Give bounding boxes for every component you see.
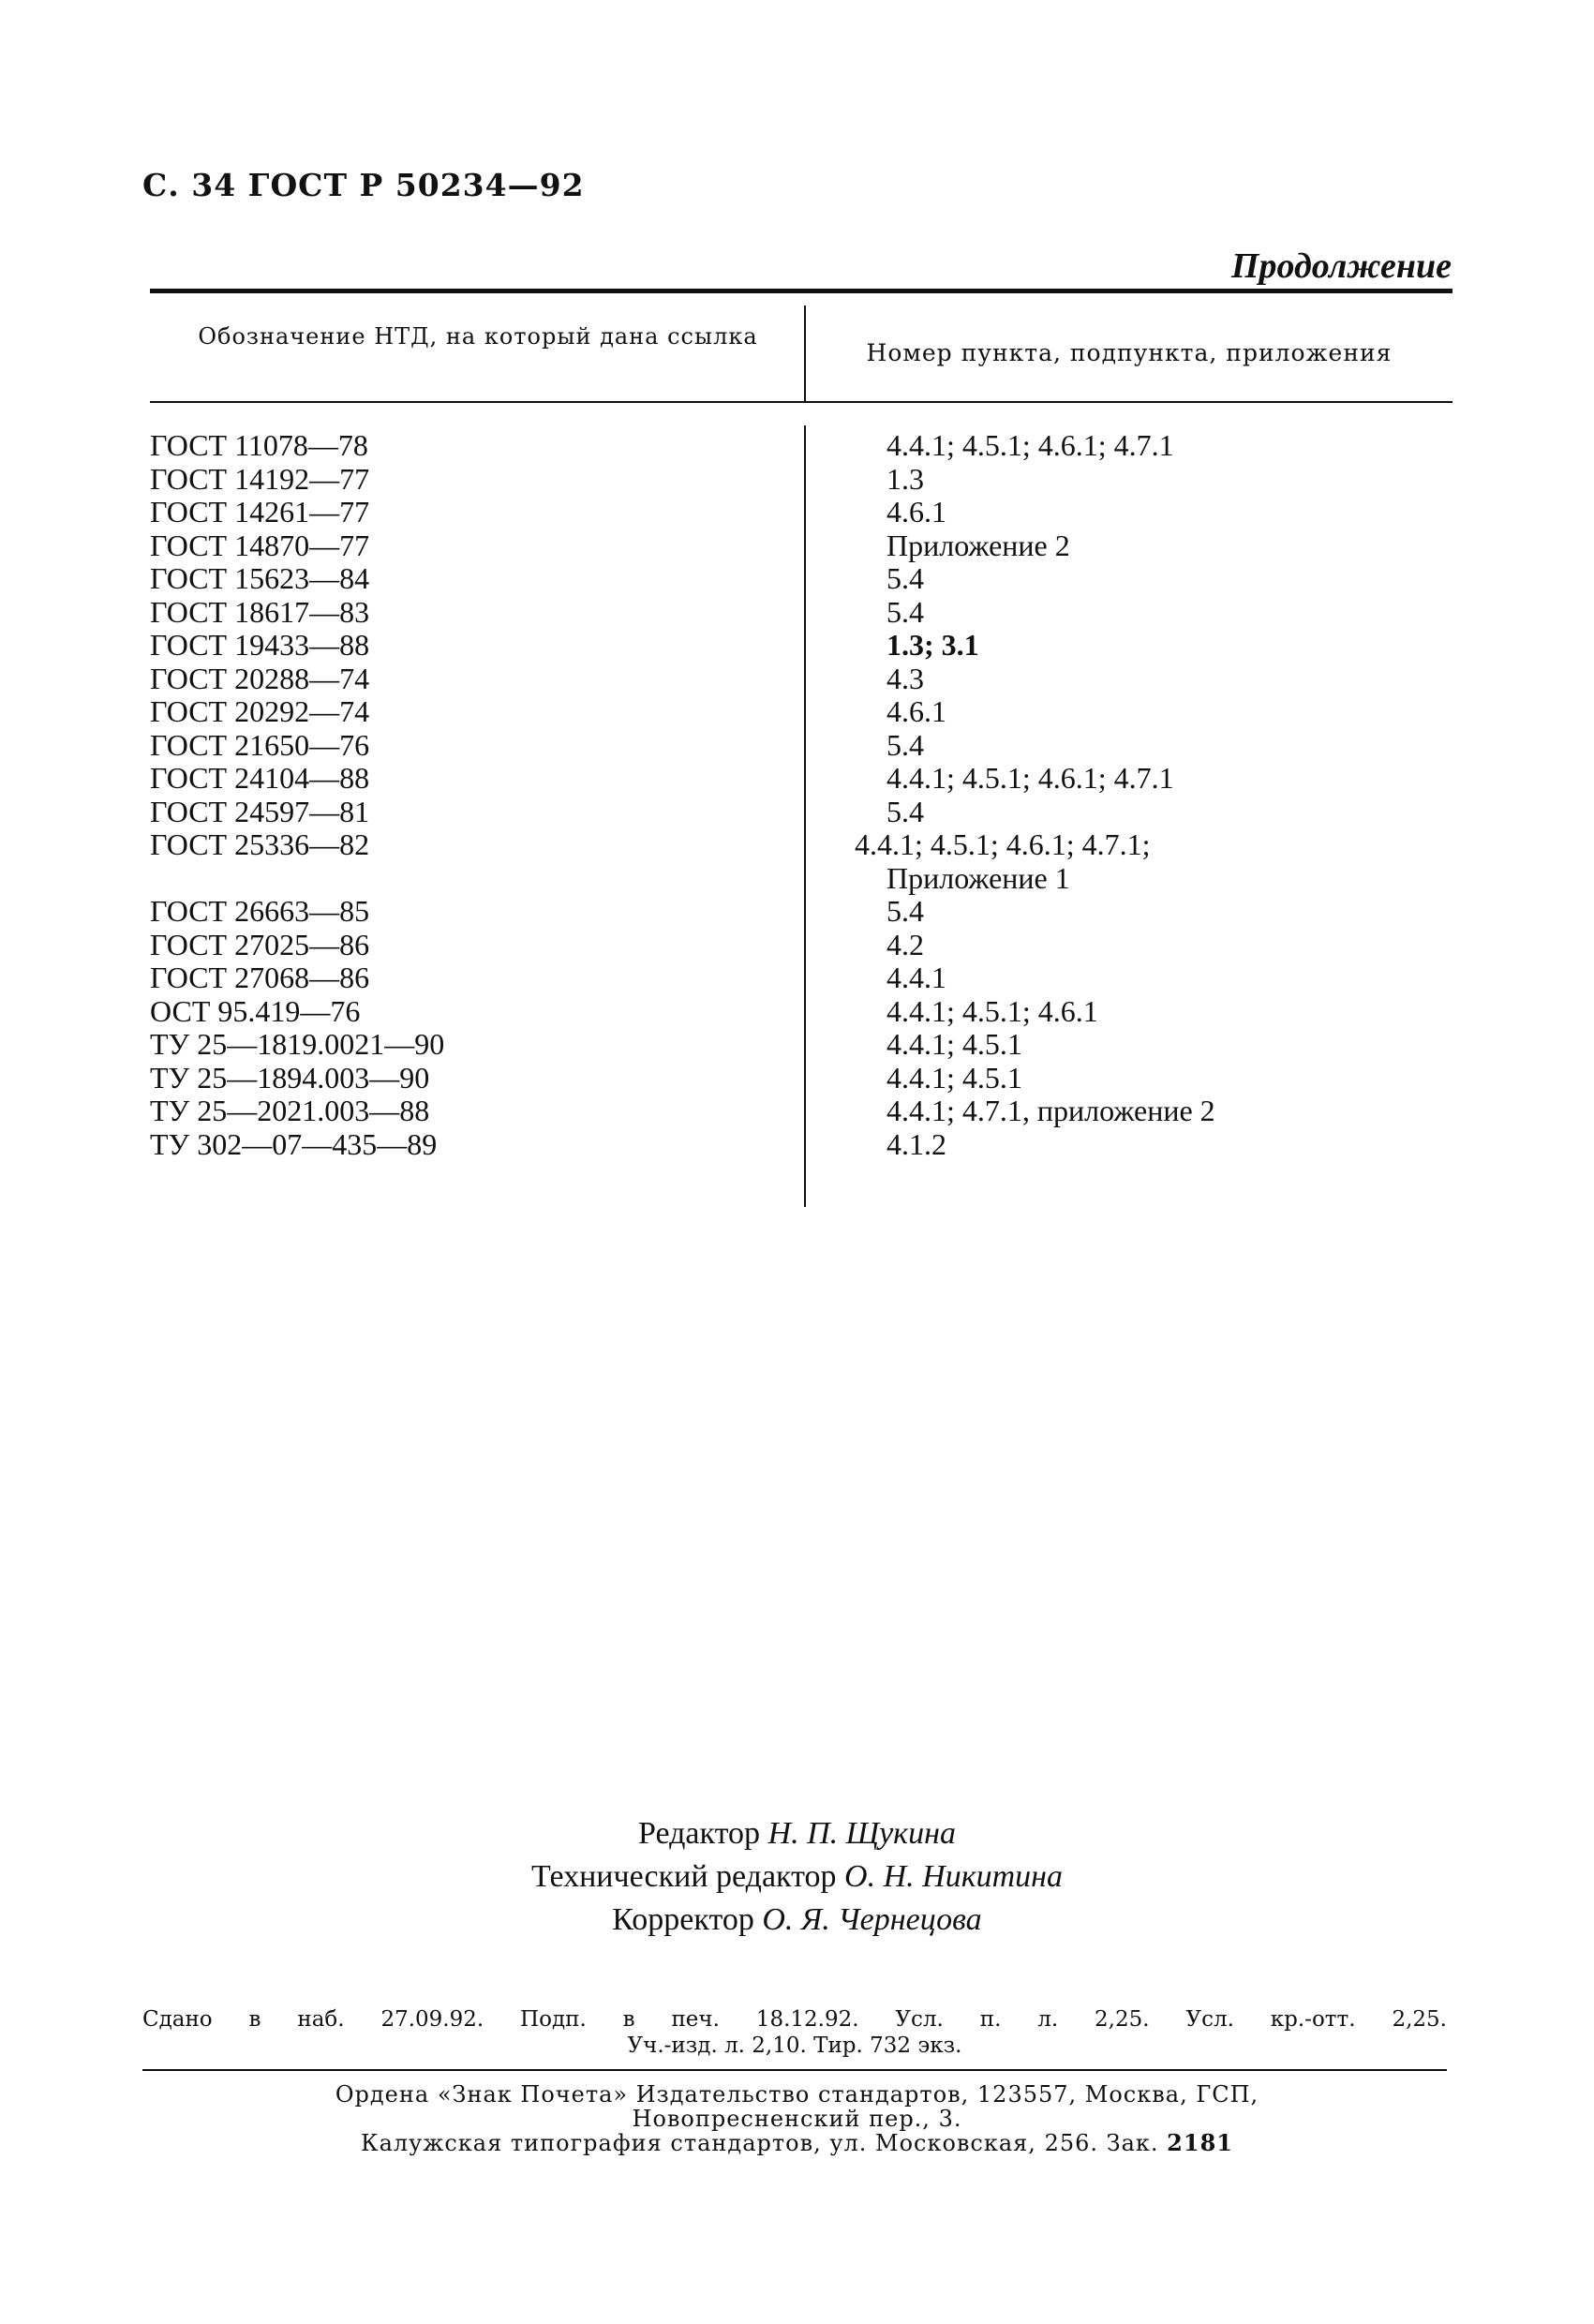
document-designation: ГОСТ 24597—81 bbox=[150, 794, 370, 828]
document-designation: ГОСТ 11078—78 bbox=[150, 428, 368, 462]
document-designation: ГОСТ 14261—77 bbox=[150, 495, 370, 529]
imprint-word: кр.-отт. bbox=[1270, 2007, 1356, 2032]
document-designation: ТУ 25—2021.003—88 bbox=[150, 1094, 430, 1127]
table-row bbox=[150, 529, 1452, 563]
clause-reference: 5.4 bbox=[886, 894, 924, 928]
editor-label: Редактор bbox=[638, 1816, 761, 1851]
table-body bbox=[150, 429, 1452, 1161]
table-row bbox=[150, 596, 1452, 630]
imprint-word: печ. bbox=[671, 2007, 720, 2032]
table-row bbox=[150, 762, 1452, 796]
table-row bbox=[150, 562, 1452, 596]
document-designation: ТУ 302—07—435—89 bbox=[150, 1126, 438, 1161]
table-row bbox=[150, 695, 1452, 729]
imprint-word: Подп. bbox=[520, 2007, 587, 2032]
printer-text: Калужская типография стандартов, ул. Московская, 256. Зак. bbox=[361, 2130, 1159, 2156]
clause-reference: 5.4 bbox=[886, 561, 924, 595]
document-designation: ОСТ 95.419—76 bbox=[150, 993, 361, 1028]
publisher-line-1: Ордена «Знак Почета» Издательство стандартов, 123557, Москва, ГСП, bbox=[335, 2081, 1259, 2108]
table-row bbox=[150, 828, 1452, 862]
print-imprint bbox=[142, 2007, 1447, 2058]
publisher-line-2: Новопресненский пер., 3. bbox=[632, 2106, 962, 2132]
table-row bbox=[150, 862, 1452, 896]
imprint-word: Усл. bbox=[1185, 2007, 1234, 2032]
clause-reference: Приложение 1 bbox=[886, 860, 1070, 895]
document-designation: ГОСТ 20288—74 bbox=[150, 661, 370, 695]
column-header-document: Обозначение НТД, на который дана ссылка bbox=[198, 323, 758, 350]
document-designation: ТУ 25—1894.003—90 bbox=[150, 1060, 430, 1095]
clause-reference: 1.3 bbox=[886, 461, 924, 496]
column-header-clause: Номер пункта, подпункта, приложения bbox=[866, 339, 1393, 366]
table-row bbox=[150, 463, 1452, 497]
clause-reference: 4.4.1; 4.7.1, приложение 2 bbox=[886, 1094, 1215, 1127]
document-designation: ТУ 25—1819.0021—90 bbox=[150, 1027, 445, 1061]
clause-reference: 4.4.1; 4.5.1; 4.6.1; 4.7.1 bbox=[886, 428, 1174, 462]
document-designation: ГОСТ 24104—88 bbox=[150, 761, 370, 795]
clause-reference: 4.4.1; 4.5.1; 4.6.1 bbox=[886, 993, 1098, 1028]
editor-line bbox=[0, 1812, 1594, 1855]
clause-reference: 4.2 bbox=[886, 927, 924, 961]
table-row bbox=[150, 895, 1452, 929]
table-row bbox=[150, 663, 1452, 696]
document-designation: ГОСТ 27068—86 bbox=[150, 961, 370, 994]
imprint-rule bbox=[142, 2069, 1447, 2071]
publisher-line-3 bbox=[0, 2131, 1594, 2155]
references-table bbox=[150, 289, 1452, 1207]
table-row bbox=[150, 796, 1452, 829]
imprint-word: Усл. bbox=[895, 2007, 944, 2032]
publisher-footer bbox=[0, 2082, 1594, 2155]
table-row bbox=[150, 995, 1452, 1029]
table-row bbox=[150, 1028, 1452, 1062]
imprint-word: Сдано bbox=[142, 2007, 213, 2032]
clause-reference: 4.6.1 bbox=[886, 495, 946, 529]
clause-reference: 4.4.1; 4.5.1; 4.6.1; 4.7.1 bbox=[886, 761, 1174, 795]
clause-reference: 4.1.2 bbox=[886, 1126, 946, 1161]
imprint-word: наб. bbox=[297, 2007, 345, 2032]
imprint-line-2: Уч.-изд. л. 2,10. Тир. 732 экз. bbox=[627, 2034, 962, 2058]
document-designation: ГОСТ 27025—86 bbox=[150, 927, 370, 961]
table-row bbox=[150, 961, 1452, 995]
document-designation: ГОСТ 25336—82 bbox=[150, 827, 370, 861]
imprint-word: 18.12.92. bbox=[755, 2007, 859, 2032]
document-designation: ГОСТ 20292—74 bbox=[150, 694, 370, 728]
imprint-word: в bbox=[622, 2007, 635, 2032]
table-row bbox=[150, 1095, 1452, 1128]
corrector-label: Корректор bbox=[612, 1902, 754, 1937]
table-row bbox=[150, 1062, 1452, 1095]
clause-reference: Приложение 2 bbox=[886, 528, 1070, 562]
table-row bbox=[150, 929, 1452, 962]
clause-reference: 5.4 bbox=[886, 727, 924, 762]
corrector-name: О. Я. Чернецова bbox=[762, 1902, 982, 1937]
document-designation: ГОСТ 14870—77 bbox=[150, 528, 370, 562]
document-designation: ГОСТ 15623—84 bbox=[150, 561, 370, 595]
continuation-label: Продолжение bbox=[1230, 246, 1452, 286]
table-top-rule bbox=[150, 289, 1452, 293]
tech-editor-name: О. Н. Никитина bbox=[844, 1859, 1064, 1894]
imprint-word: л. bbox=[1037, 2007, 1059, 2032]
clause-reference: 5.4 bbox=[886, 794, 924, 828]
table-row bbox=[150, 429, 1452, 463]
imprint-word: 27.09.92. bbox=[380, 2007, 484, 2032]
editor-name: Н. П. Щукина bbox=[767, 1816, 956, 1851]
imprint-line-1 bbox=[142, 2007, 1447, 2032]
table-row bbox=[150, 1128, 1452, 1162]
document-designation: ГОСТ 18617—83 bbox=[150, 594, 370, 629]
clause-reference: 4.6.1 bbox=[886, 694, 946, 728]
credits-block bbox=[0, 1812, 1594, 1942]
clause-reference: 5.4 bbox=[886, 594, 924, 629]
document-designation: ГОСТ 14192—77 bbox=[150, 461, 370, 496]
clause-reference: 4.4.1; 4.5.1; 4.6.1; 4.7.1; bbox=[855, 827, 1151, 861]
imprint-word: в bbox=[248, 2007, 261, 2032]
page-header: С. 34 ГОСТ Р 50234—92 bbox=[142, 167, 585, 203]
document-designation: ГОСТ 21650—76 bbox=[150, 727, 370, 762]
tech-editor-label: Технический редактор bbox=[530, 1859, 837, 1894]
imprint-word: п. bbox=[979, 2007, 1002, 2032]
clause-reference: 4.4.1; 4.5.1 bbox=[886, 1027, 1022, 1061]
clause-reference: 4.4.1; 4.5.1 bbox=[886, 1060, 1022, 1095]
table-header-rule bbox=[150, 401, 1452, 403]
clause-reference: 4.4.1 bbox=[886, 961, 946, 994]
clause-reference: 1.3; 3.1 bbox=[886, 628, 979, 662]
corrector-line bbox=[0, 1899, 1594, 1942]
clause-reference: 4.3 bbox=[886, 661, 924, 695]
imprint-word: 2,25. bbox=[1392, 2007, 1447, 2032]
table-row bbox=[150, 629, 1452, 663]
order-number: 2181 bbox=[1167, 2129, 1233, 2156]
table-row bbox=[150, 729, 1452, 763]
imprint-word: 2,25. bbox=[1095, 2007, 1150, 2032]
table-row bbox=[150, 496, 1452, 529]
document-designation: ГОСТ 26663—85 bbox=[150, 894, 370, 928]
tech-editor-line bbox=[0, 1855, 1594, 1899]
document-designation: ГОСТ 19433—88 bbox=[150, 628, 370, 662]
